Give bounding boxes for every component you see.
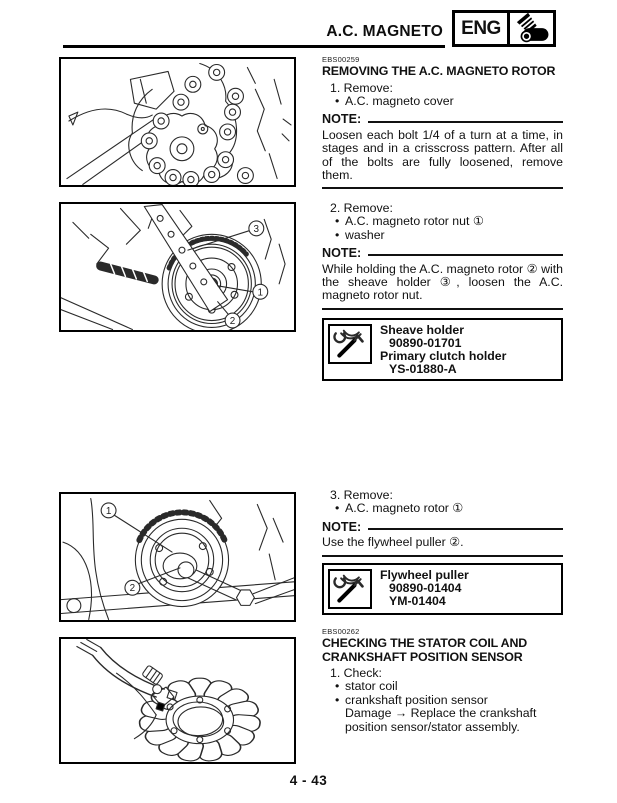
bullet-item: • stator coil [322,680,563,693]
step-line: 1. Check: [330,666,382,680]
section-divider [322,555,563,557]
bullet-item: • A.C. magneto rotor ① [322,502,563,515]
tool-info [380,323,507,376]
section-heading: CHECKING THE STATOR COIL AND CRANKSHAFT POSITION SENSOR [322,636,528,664]
rotor-sheave-holder-figure [59,202,296,332]
tool-number: YS-01880-A [389,362,457,376]
tool-number: 90890-01404 [389,581,462,595]
note-rule [368,121,563,123]
note-label: NOTE: [322,246,362,261]
section-divider [322,308,563,310]
tool-number: 90890-01701 [389,336,462,350]
tool-number: YM-01404 [389,594,446,608]
note-text: While holding the A.C. magneto rotor ② with the sheave holder ③, loosen the A.C. magneto rotor nut. [322,261,563,303]
flywheel-puller-drawing [61,494,294,620]
note-rule [368,528,563,530]
chapter-label: ENG [461,17,501,39]
stator-coil-figure [59,637,296,764]
svg-text:3: 3 [253,223,260,235]
check-result: Damage → Replace the crankshaft position sensor/stator assembly. [345,706,537,734]
section-divider [322,187,563,189]
section-code: EBS00259 [322,55,360,64]
chapter-box [452,10,556,47]
svg-text:2: 2 [129,583,136,595]
note-text: Use the flywheel puller ②. [322,535,464,550]
section-remove-rotor-nut [322,199,563,310]
note-label: NOTE: [322,519,362,534]
header-rule [63,45,445,48]
bullet-item: • washer [322,229,563,242]
section-checking-stator [322,627,563,734]
bullet-item: • A.C. magneto cover [322,95,563,108]
step-line: 2. Remove: [330,201,393,215]
note-header [322,113,563,126]
ac-magneto-cover-figure [59,57,296,187]
tool-name: Primary clutch holder [380,349,507,363]
special-tool-box [322,563,563,615]
section-code: EBS00262 [322,627,360,636]
section-heading: REMOVING THE A.C. MAGNETO ROTOR [322,64,556,78]
note-header [322,247,563,260]
note-label: NOTE: [322,112,362,127]
flywheel-puller-figure [59,492,296,622]
special-tool-icon [328,569,372,609]
ac-magneto-cover-drawing [61,59,294,185]
bullet-item: • crankshaft position sensor [322,694,563,707]
note-rule [368,254,563,256]
tool-name: Sheave holder [380,323,465,337]
svg-text:1: 1 [257,287,264,299]
special-tool-box [322,318,563,381]
tool-name: Flywheel puller [380,568,469,582]
step-line: 3. Remove: [330,488,393,502]
rotor-sheave-holder-drawing [61,204,294,330]
note-text: Loosen each bolt 1/4 of a turn at a time, in stages and in a crisscross pattern. After all of the bolts are fully loosened, remove them. [322,127,563,182]
tool-info [380,569,469,607]
bullet-item: • A.C. magneto rotor nut ① [322,215,563,228]
page-title: A.C. MAGNETO [326,23,443,40]
svg-text:1: 1 [105,505,112,517]
svg-text:2: 2 [229,316,236,328]
engine-icon [507,13,553,44]
note-header [322,521,563,534]
section-removing-rotor [322,55,563,189]
special-tool-icon [328,324,372,364]
step-line: 1. Remove: [330,80,393,95]
stator-coil-drawing [61,639,294,762]
harness-fork [77,640,101,656]
page-number: 4 - 43 [289,773,328,788]
section-remove-rotor [322,486,563,557]
